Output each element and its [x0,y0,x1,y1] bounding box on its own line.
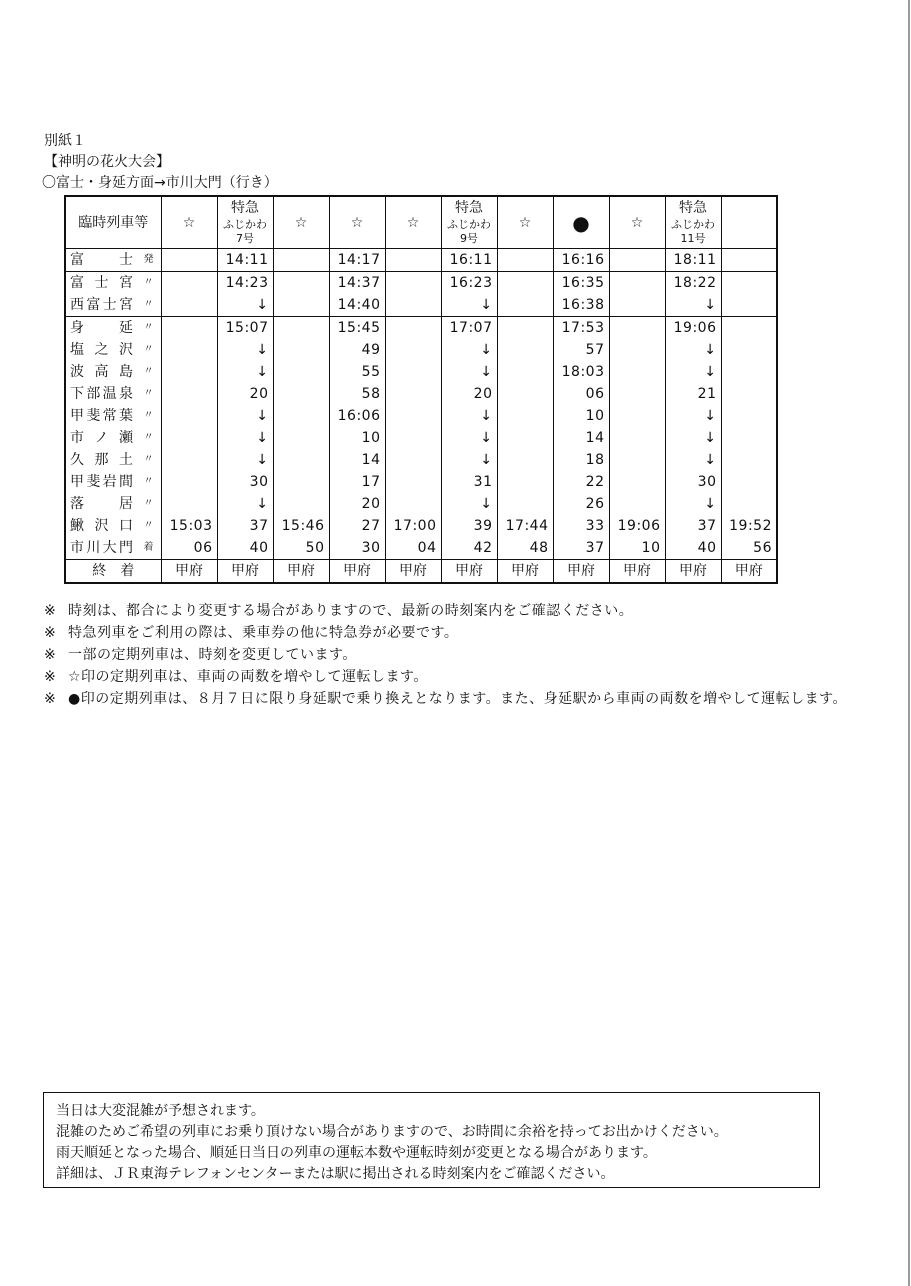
time-cell [609,405,665,427]
time-cell: 14:23 [217,272,273,295]
time-cell [273,427,329,449]
time-cell [273,361,329,383]
time-cell: 16:38 [553,294,609,317]
extended-train-mark: ☆ [161,196,217,249]
time-cell: 16:23 [441,272,497,295]
time-cell: 18 [553,449,609,471]
station-cell [65,294,161,317]
train-header-blank [721,196,777,249]
note-item [44,644,858,666]
time-cell: 31 [441,471,497,493]
time-cell: 42 [441,537,497,560]
time-cell [161,493,217,515]
station-row [65,383,777,405]
time-cell [497,249,553,272]
time-cell [385,383,441,405]
time-cell [497,272,553,295]
note-text: 特急列車をご利用の際は、乗車券の他に特急券が必要です。 [68,625,459,641]
station-arr-dep-marker: 〃 [143,388,155,399]
time-cell: 16:35 [553,272,609,295]
time-cell [161,294,217,317]
time-cell: ↓ [441,339,497,361]
station-name: 久那土 [70,452,134,468]
time-cell: 27 [329,515,385,537]
notice-line: 詳細は、ＪＲ東海テレフォンセンターまたは駅に掲出される時刻案内をご確認ください。 [56,1166,615,1182]
time-cell: 55 [329,361,385,383]
note-marker: ※ [44,647,56,663]
time-cell: 14:37 [329,272,385,295]
time-cell: ↓ [441,361,497,383]
time-cell [273,405,329,427]
time-cell: 14 [329,449,385,471]
time-cell [273,249,329,272]
time-cell: 58 [329,383,385,405]
time-cell: 17:53 [553,317,609,340]
time-cell [609,383,665,405]
time-cell [609,249,665,272]
station-cell [65,272,161,295]
time-cell: 15:03 [161,515,217,537]
time-cell [161,449,217,471]
time-cell [161,427,217,449]
time-cell: ↓ [665,339,721,361]
station-cell [65,339,161,361]
station-name: 波高島 [70,364,134,380]
station-arr-dep-marker: 〃 [143,299,155,310]
station-row [65,471,777,493]
station-row [65,249,777,272]
time-cell: 14:11 [217,249,273,272]
train-type: 特急 [231,199,259,216]
time-cell [609,449,665,471]
time-cell [609,361,665,383]
destination-cell: 甲府 [553,560,609,584]
station-arr-dep-marker: 〃 [143,432,155,443]
time-cell [497,361,553,383]
train-number: 7号 [236,231,254,245]
time-cell [497,449,553,471]
time-cell: ↓ [217,405,273,427]
time-cell: ↓ [665,405,721,427]
time-cell: 15:07 [217,317,273,340]
time-cell [497,383,553,405]
station-row [65,361,777,383]
time-cell: 30 [329,537,385,560]
time-cell: 17:00 [385,515,441,537]
time-cell: ↓ [665,361,721,383]
station-cell [65,449,161,471]
time-cell: 15:46 [273,515,329,537]
time-cell [609,272,665,295]
time-cell: 37 [217,515,273,537]
time-cell [497,317,553,340]
time-cell [721,339,777,361]
time-cell [609,317,665,340]
station-name: 富士宮 [70,275,134,291]
train-number: 11号 [680,231,706,245]
time-cell: 06 [161,537,217,560]
station-row [65,537,777,560]
time-cell [385,361,441,383]
destination-cell: 甲府 [273,560,329,584]
time-cell: 26 [553,493,609,515]
time-cell: 37 [553,537,609,560]
station-name: 市川大門 [70,540,134,556]
station-row [65,317,777,340]
station-row [65,427,777,449]
station-row [65,272,777,295]
station-name: 甲斐常葉 [70,408,134,424]
station-cell [65,515,161,537]
time-cell [161,339,217,361]
train-header-row [65,196,777,249]
time-cell [721,405,777,427]
time-cell [721,361,777,383]
destination-cell: 甲府 [161,560,217,584]
time-cell: 56 [721,537,777,560]
train-header-limited-express [217,196,273,249]
time-cell [273,493,329,515]
time-cell [497,471,553,493]
transfer-train-mark: ● [553,196,609,249]
time-cell: 39 [441,515,497,537]
extended-train-mark: ☆ [497,196,553,249]
note-marker: ※ [44,603,56,619]
station-name: 市ノ瀬 [70,430,134,446]
time-cell [161,405,217,427]
time-cell [721,272,777,295]
extended-train-mark: ☆ [385,196,441,249]
time-cell [609,294,665,317]
destination-cell: 甲府 [217,560,273,584]
time-cell [609,471,665,493]
train-type: 特急 [679,199,707,216]
time-cell [497,339,553,361]
station-arr-dep-marker: 〃 [143,366,155,377]
time-cell [385,427,441,449]
time-cell: 21 [665,383,721,405]
station-cell [65,317,161,340]
time-cell [721,383,777,405]
time-cell: 20 [329,493,385,515]
station-cell [65,493,161,515]
time-cell: 16:06 [329,405,385,427]
time-cell: ↓ [665,294,721,317]
time-cell [721,427,777,449]
train-name: ふじかわ [671,217,715,231]
notice-box [43,1092,820,1188]
time-cell: 48 [497,537,553,560]
time-cell [497,427,553,449]
time-cell: 37 [665,515,721,537]
note-marker: ※ [44,625,56,641]
station-arr-dep-marker: 〃 [143,410,155,421]
time-cell: 18:03 [553,361,609,383]
time-cell: 50 [273,537,329,560]
train-number: 9号 [460,231,478,245]
station-row [65,515,777,537]
time-cell [385,493,441,515]
station-arr-dep-marker: 〃 [143,476,155,487]
note-text: ●印の定期列車は、８月７日に限り身延駅で乗り換えとなります。また、身延駅から車両の両数を増やして運転します。 [68,691,847,707]
notes-list [44,600,858,710]
destination-cell: 甲府 [665,560,721,584]
note-text: 時刻は、都合により変更する場合がありますので、最新の時刻案内をご確認ください。 [68,603,634,619]
note-text: ☆印の定期列車は、車両の両数を増やして運転します。 [68,669,428,685]
train-header-limited-express [665,196,721,249]
station-arr-dep-marker: 発 [143,254,155,265]
final-destination-label: 終 着 [65,560,161,584]
station-row [65,493,777,515]
time-cell [721,317,777,340]
note-item [44,688,858,710]
time-cell: 10 [553,405,609,427]
time-cell: 15:45 [329,317,385,340]
time-cell [609,427,665,449]
direction-title: 〇富士・身延方面→市川大門（行き） [42,175,278,191]
time-cell [609,493,665,515]
time-cell: ↓ [441,493,497,515]
time-cell: 30 [665,471,721,493]
destination-cell: 甲府 [497,560,553,584]
time-cell: 10 [329,427,385,449]
station-cell [65,383,161,405]
time-cell [161,272,217,295]
station-row [65,449,777,471]
note-item [44,622,858,644]
time-cell [385,317,441,340]
station-row [65,339,777,361]
station-arr-dep-marker: 〃 [143,277,155,288]
time-cell: 16:16 [553,249,609,272]
time-cell: 17:07 [441,317,497,340]
time-cell: 57 [553,339,609,361]
station-name: 甲斐岩間 [70,474,134,490]
note-item [44,600,858,622]
time-cell: 20 [217,383,273,405]
destination-cell: 甲府 [721,560,777,584]
notice-line: 混雑のためご希望の列車にお乗り頂けない場合がありますので、お時間に余裕を持ってお出かけください。 [56,1124,728,1140]
time-cell: 16:11 [441,249,497,272]
station-name: 塩之沢 [70,342,134,358]
time-cell: 49 [329,339,385,361]
time-cell [273,471,329,493]
final-destination-row [65,560,777,584]
time-cell: 17:44 [497,515,553,537]
station-row [65,405,777,427]
time-cell: 33 [553,515,609,537]
time-cell: 04 [385,537,441,560]
time-cell: ↓ [217,361,273,383]
station-arr-dep-marker: 〃 [143,344,155,355]
station-cell [65,405,161,427]
station-arr-dep-marker: 〃 [143,498,155,509]
time-cell [721,493,777,515]
notice-line: 当日は大変混雑が予想されます。 [56,1103,265,1119]
station-name: 西富士宮 [70,297,134,313]
notice-line: 雨天順延となった場合、順延日当日の列車の運転本数や運転時刻が変更となる場合があります。 [56,1145,657,1161]
time-cell [721,471,777,493]
time-cell [273,317,329,340]
time-cell: 19:06 [665,317,721,340]
time-cell: 30 [217,471,273,493]
time-cell [385,272,441,295]
extended-train-mark: ☆ [273,196,329,249]
station-arr-dep-marker: 〃 [143,454,155,465]
time-cell [497,493,553,515]
time-cell [161,249,217,272]
extended-train-mark: ☆ [329,196,385,249]
note-item [44,666,858,688]
time-cell: ↓ [665,449,721,471]
destination-cell: 甲府 [329,560,385,584]
time-cell: 22 [553,471,609,493]
note-marker: ※ [44,691,56,707]
station-cell [65,471,161,493]
train-header-limited-express [441,196,497,249]
time-cell: ↓ [441,294,497,317]
time-cell: 19:06 [609,515,665,537]
time-cell: 10 [609,537,665,560]
train-name: ふじかわ [223,217,267,231]
time-cell: ↓ [217,449,273,471]
time-cell [609,339,665,361]
time-cell: ↓ [441,405,497,427]
time-cell: ↓ [665,493,721,515]
attachment-label: 別紙１ [44,133,86,149]
time-cell: ↓ [217,493,273,515]
time-cell [273,294,329,317]
station-name: 落居 [70,496,134,512]
time-cell [385,449,441,471]
time-cell: 18:22 [665,272,721,295]
time-cell [385,339,441,361]
station-cell [65,249,161,272]
extended-train-mark: ☆ [609,196,665,249]
station-cell [65,361,161,383]
time-cell [385,249,441,272]
time-cell [273,383,329,405]
time-cell: 40 [665,537,721,560]
time-cell: 14 [553,427,609,449]
time-cell [385,405,441,427]
time-cell [273,339,329,361]
time-cell: 19:52 [721,515,777,537]
station-cell [65,427,161,449]
timetable [64,195,778,584]
time-cell: ↓ [441,427,497,449]
note-marker: ※ [44,669,56,685]
time-cell [385,294,441,317]
destination-cell: 甲府 [441,560,497,584]
time-cell [273,449,329,471]
time-cell [721,449,777,471]
time-cell [721,294,777,317]
time-cell: 18:11 [665,249,721,272]
time-cell [161,471,217,493]
page-edge-line [908,0,910,1286]
time-cell [497,294,553,317]
train-type: 特急 [455,199,483,216]
station-arr-dep-marker: 〃 [143,322,155,333]
train-name: ふじかわ [447,217,491,231]
time-cell [385,471,441,493]
note-text: 一部の定期列車は、時刻を変更しています。 [68,647,357,663]
station-cell [65,537,161,560]
destination-cell: 甲府 [609,560,665,584]
time-cell: ↓ [217,427,273,449]
time-cell: ↓ [217,339,273,361]
time-cell: ↓ [217,294,273,317]
time-cell [161,361,217,383]
time-cell [497,405,553,427]
time-cell: ↓ [665,427,721,449]
time-cell: 40 [217,537,273,560]
destination-cell: 甲府 [385,560,441,584]
station-arr-dep-marker: 着 [143,542,155,553]
station-name: 下部温泉 [70,386,134,402]
station-name: 身延 [70,320,134,336]
station-row [65,294,777,317]
time-cell: 06 [553,383,609,405]
time-cell [721,249,777,272]
time-cell: 14:40 [329,294,385,317]
corner-label: 臨時列車等 [65,196,161,249]
time-cell: 17 [329,471,385,493]
time-cell: 14:17 [329,249,385,272]
time-cell [161,317,217,340]
time-cell: 20 [441,383,497,405]
station-name: 富士 [70,252,134,268]
event-title: 【神明の花火大会】 [44,154,170,170]
time-cell [273,272,329,295]
time-cell [161,383,217,405]
station-name: 鰍沢口 [70,518,134,534]
time-cell: ↓ [441,449,497,471]
station-arr-dep-marker: 〃 [143,520,155,531]
